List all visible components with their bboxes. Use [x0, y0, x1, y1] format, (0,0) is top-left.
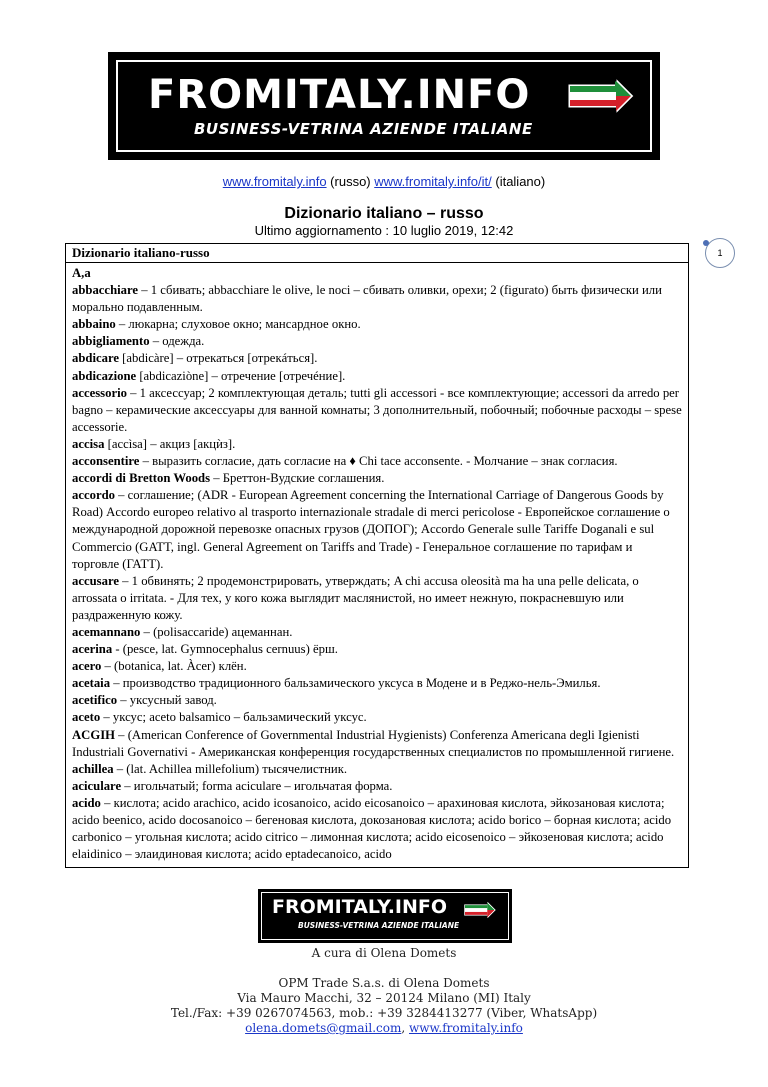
entry-lemma: abbigliamento: [72, 334, 150, 349]
russian-label: (russo): [326, 174, 375, 189]
entry-lemma: acetifico: [72, 693, 118, 708]
link-russian-site[interactable]: www.fromitaly.info: [222, 174, 327, 189]
dictionary-entry: [72, 727, 682, 761]
entry-lemma: accusare: [72, 573, 119, 588]
page-number: 1: [717, 248, 723, 258]
footer-logo-brand: FROMITALY.INFO: [272, 896, 448, 918]
footer-company: OPM Trade S.a.s. di Olena Domets: [278, 976, 490, 990]
entry-definition: – (polisaccaride) ацеманнан.: [140, 624, 293, 639]
footer-logo-tagline: BUSINESS-VETRINA AZIENDE ITALIANE: [298, 921, 460, 930]
entry-lemma: ACGIH: [72, 727, 115, 742]
entry-definition: – 1 обвинять; 2 продемонстрировать, утверждать; A chi accusa oleosità ma ha una pelle delicata, o arrossata o irritata. - Для тех, у кого кожа выглядит маслянистой, но имеет нежную, покрасневшую или раздраженную кожу.: [72, 573, 639, 622]
entry-definition: – 1 аксессуар; 2 комплектующая деталь; tutti gli accessori - все комплектующие; accessori da arredo per bagno – керамические аксессуары для ванной комнаты; 3 дополнительный, побочный; побочные расходы – spese accessorie.: [72, 385, 682, 434]
dictionary-entry: [72, 333, 682, 350]
footer-phones: Tel./Fax: +39 0267074563, mob.: +39 3284413277 (Viber, WhatsApp): [170, 1006, 598, 1020]
entry-definition: – 1 сбивать; abbacchiare le olive, le noci – сбивать оливки, орехи; 2 (figurato) быть физически или морально подавленным.: [72, 283, 662, 315]
dictionary-entry: [72, 761, 682, 778]
entry-definition: – (lat. Achillea millefolium) тысячелистник.: [113, 761, 348, 776]
entry-definition: – (American Conference of Governmental Industrial Hygienists) Conferenza Americana degli Igienisti Industriali Governativi - Американская конференция государственных специалистов по промышленной гигиене.: [72, 727, 675, 759]
entry-definition: [abdicaziòne] – отречение [отречéние].: [136, 368, 346, 383]
dictionary-entry: [72, 658, 682, 675]
header-logo: [108, 52, 660, 160]
dictionary-entry: [72, 641, 682, 658]
footer-address: Via Mauro Macchi, 32 – 20124 Milano (MI) Italy: [237, 991, 531, 1005]
entry-definition: – люкарна; слуховое окно; мансардное окно.: [115, 317, 361, 332]
dictionary-entry: [72, 436, 682, 453]
entry-lemma: acemannano: [72, 624, 141, 639]
dictionary-box: [65, 243, 689, 868]
entry-lemma: abbaino: [72, 317, 116, 332]
entry-lemma: aciculare: [72, 778, 122, 793]
entry-definition: – выразить согласие, дать согласие на ♦ Chi tace acconsente. - Молчание – знак согласия.: [139, 454, 618, 469]
entry-lemma: acconsentire: [72, 454, 140, 469]
entry-lemma: accisa: [72, 436, 105, 451]
entry-lemma: accordi di Bretton Woods: [72, 471, 211, 486]
link-italian-site[interactable]: www.fromitaly.info/it/: [374, 174, 492, 189]
entry-definition: – кислота; acido arachico, acido icosanoico, acido eicosanoico – арахиновая кислота, эйкозановая кислота; acido beenico, acido docosanoico – бегеновая кислота, докозановая кислота; acido borico – борная кислота; acido carbonico – угольная кислота; acido citrico – лимонная кислота; acido eicosenoico – эйкозеновая кислота; acido elaidinico – элаидиновая кислота; acido eptadecanoico, acido: [72, 795, 672, 862]
dictionary-entries: [66, 263, 688, 863]
entry-definition: – соглашение; (ADR - European Agreement concerning the International Carriage of Dangerous Goods by Road) Accordo europeo relativo al trasporto internazionale stradale di merci pericolose - Европейское соглашение о международной дорожной перевозке опасных грузов (ДОПОГ); Accordo Generale sulle Tariffe Doganali e sul Commercio (GATT, ingl. General Agreement on Tariffs and Trade) - Генеральное соглашение по тарифам и торговле (ГАТТ).: [72, 488, 670, 571]
dictionary-entry: [72, 692, 682, 709]
entry-lemma: accessorio: [72, 385, 127, 400]
entry-lemma: acerina: [72, 642, 113, 657]
dictionary-entry: [72, 350, 682, 367]
footer-curator: A cura di Olena Domets: [311, 946, 457, 960]
last-updated: Ultimo aggiornamento : 10 luglio 2019, 12:42: [254, 223, 514, 238]
page-marker-dot-icon: [703, 240, 709, 246]
dictionary-entry: [72, 453, 682, 470]
dictionary-entry: [72, 470, 682, 487]
entry-definition: – Бреттон-Вудские соглашения.: [210, 471, 385, 486]
entry-definition: [accìsa] – акциз [акцѝз].: [104, 436, 236, 451]
entry-list: [72, 282, 682, 863]
entry-definition: – игольчатый; forma aciculare – игольчатая форма.: [121, 778, 393, 793]
entry-definition: - (pesce, lat. Gymnocephalus cernuus) ёрш.: [112, 642, 338, 657]
dictionary-entry: [72, 624, 682, 641]
dictionary-entry: [72, 282, 682, 316]
dictionary-entry: [72, 795, 682, 863]
entry-lemma: accordo: [72, 488, 115, 503]
italian-flag-arrow-icon: [568, 78, 634, 114]
dictionary-entry: [72, 573, 682, 624]
dictionary-header: Dizionario italiano-russo: [66, 244, 688, 263]
entry-definition: – одежда.: [149, 334, 205, 349]
entry-lemma: acetaia: [72, 676, 111, 691]
entry-definition: – (botanica, lat. Àcer) клён.: [101, 659, 247, 674]
entry-lemma: achillea: [72, 761, 114, 776]
dictionary-entry: [72, 316, 682, 333]
entry-lemma: abdicare: [72, 351, 119, 366]
entry-definition: – уксус; aceto balsamico – бальзамический уксус.: [100, 710, 367, 725]
entry-lemma: acido: [72, 795, 101, 810]
entry-definition: – уксусный завод.: [117, 693, 217, 708]
dictionary-entry: [72, 385, 682, 436]
dictionary-entry: [72, 368, 682, 385]
footer-flag-arrow-icon: [464, 901, 496, 919]
section-letter: A,a: [72, 266, 91, 280]
entry-definition: [abdicàre] – отрекаться [отрекáться].: [119, 351, 318, 366]
footer-contacts: [0, 1021, 768, 1035]
footer-logo: [258, 889, 512, 943]
entry-lemma: acero: [72, 659, 102, 674]
dictionary-entry: [72, 778, 682, 795]
page-title: Dizionario italiano – russo: [284, 205, 484, 222]
entry-definition: – производство традиционного бальзамического уксуса в Модене и в Реджо-нель-Эмилья.: [110, 676, 601, 691]
dictionary-entry: [72, 487, 682, 572]
footer-email-link[interactable]: olena.domets@gmail.com: [245, 1021, 402, 1035]
entry-lemma: aceto: [72, 710, 101, 725]
entry-lemma: abdicazione: [72, 368, 137, 383]
logo-brand-text: FROMITALY.INFO: [148, 72, 531, 118]
dictionary-entry: [72, 675, 682, 692]
page-number-badge: [705, 238, 735, 268]
footer-site-link[interactable]: www.fromitaly.info: [409, 1021, 523, 1035]
logo-tagline: BUSINESS-VETRINA AZIENDE ITALIANE: [194, 120, 533, 138]
italian-label: (italiano): [491, 174, 546, 189]
site-links: [0, 174, 768, 189]
footer-separator: ,: [401, 1021, 410, 1035]
entry-lemma: abbacchiare: [72, 283, 139, 298]
dictionary-entry: [72, 709, 682, 726]
